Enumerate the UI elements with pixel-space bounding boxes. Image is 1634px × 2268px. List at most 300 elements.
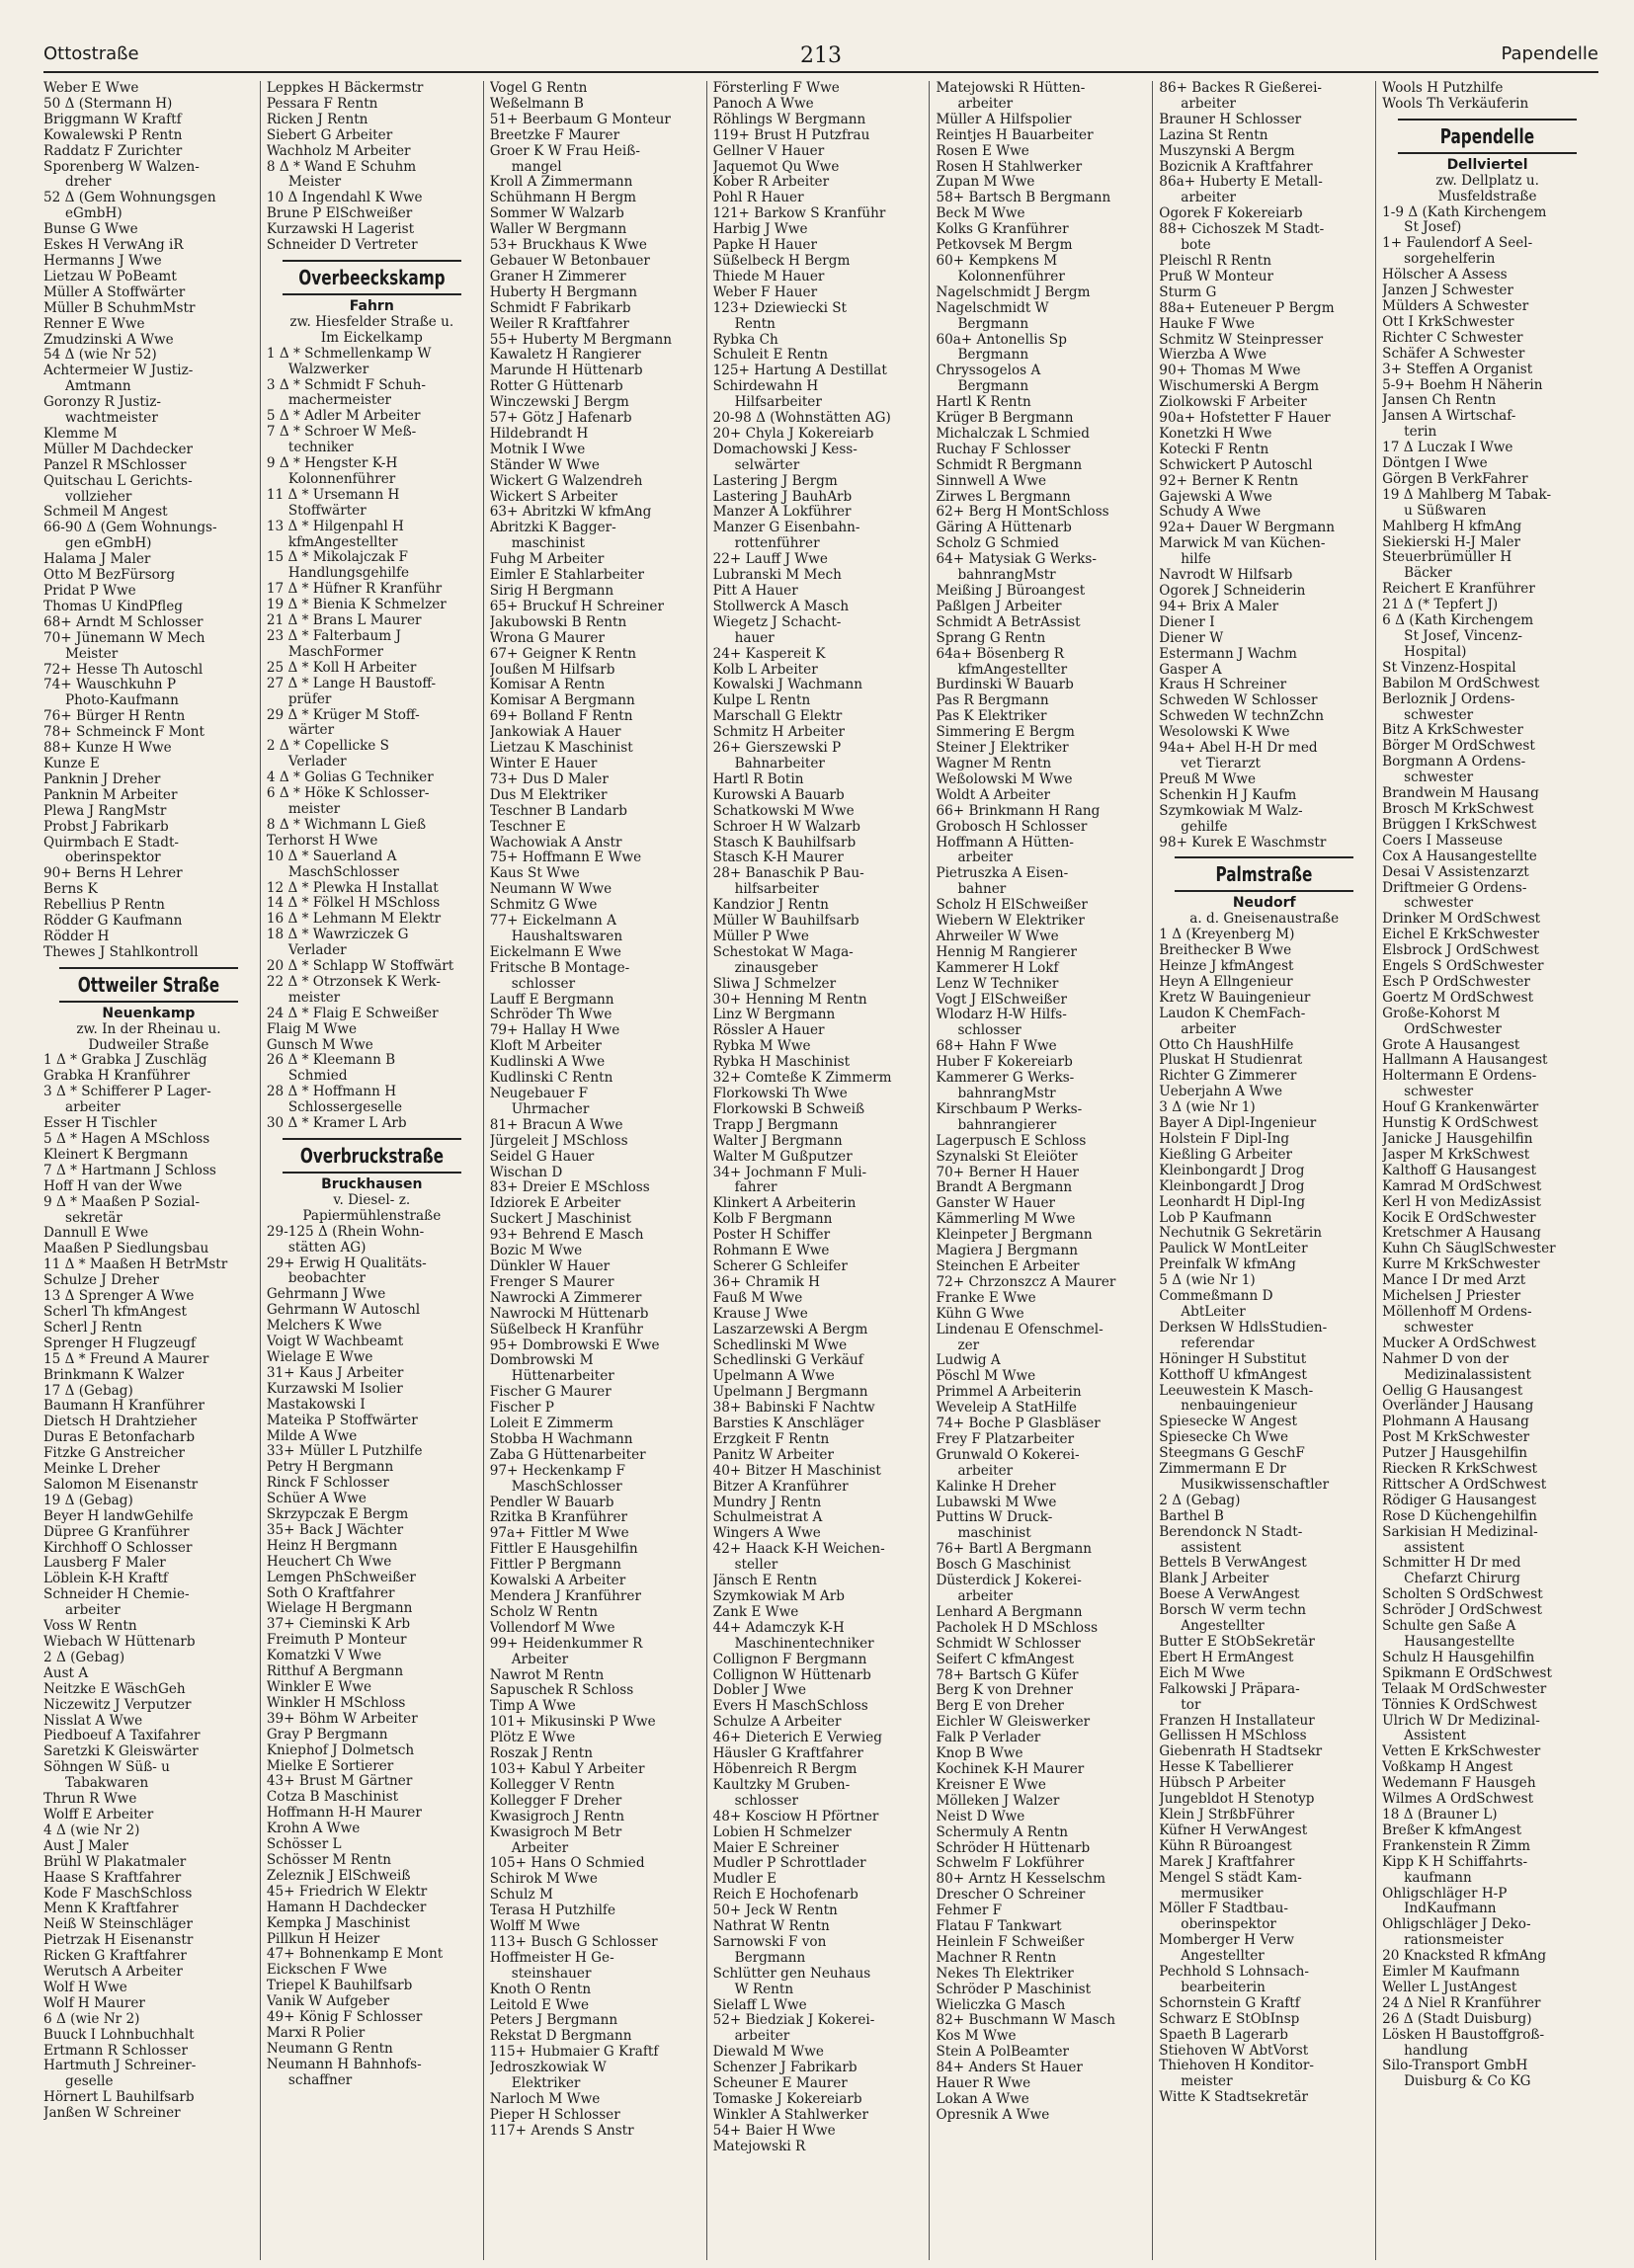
entry-line: Döntgen I Wwe	[1382, 456, 1488, 472]
entry-line: Probst J Fabrikarb	[43, 819, 169, 835]
entry-line: Kandzior J Rentn	[712, 898, 829, 914]
entry-line: Lemgen PhSchweißer	[266, 1570, 416, 1585]
entry-line: Petkovsek M Bergm	[936, 238, 1073, 254]
entry-line: Grote A Hausangest	[1382, 1037, 1520, 1053]
entry-line: Flatau F Tankwart	[936, 1919, 1062, 1935]
entry-continuation: hauer	[734, 630, 775, 646]
entry-line: Küfner H VerwAngest	[1159, 1822, 1308, 1838]
entry-line: Wesolowski K Wwe	[1159, 725, 1290, 741]
entry-line: 27 Δ * Lange H Baustoff-	[266, 676, 437, 691]
entry-line: Kaultzky M Gruben-	[712, 1777, 851, 1793]
entry-line: 88+ Kunze H Wwe	[43, 741, 172, 757]
entry-line: Engels S OrdSchwester	[1382, 959, 1544, 975]
entry-line: Ulrich W Dr Medizinal-	[1382, 1713, 1540, 1729]
entry-line: Kammerer G Werks-	[936, 1071, 1075, 1087]
entry-line: Komatzki V Wwe	[266, 1649, 382, 1664]
entry-line: Szynalski St Eleiöter	[936, 1149, 1078, 1165]
entry-line: 29-125 Δ (Rhein Wohn-	[266, 1224, 425, 1240]
entry-line: Lazina St Rentn	[1159, 127, 1268, 143]
entry-line: Sarnowski F von	[712, 1934, 827, 1950]
entry-line: Schwickert P Autoschl	[1159, 457, 1313, 473]
entry-line: 90+ Berns H Lehrer	[43, 866, 183, 882]
entry-line: Kolb L Arbeiter	[712, 662, 818, 678]
entry-line: 68+ Arndt M Schlosser	[43, 614, 204, 630]
entry-line: 8 Δ * Wichmann L Gieß	[266, 817, 427, 833]
entry-line: Vollendorf M Wwe	[489, 1620, 615, 1636]
entry-continuation: assistent	[1404, 1540, 1465, 1556]
entry-line: Raddatz F Zurichter	[43, 143, 183, 159]
entry-line: Kwasigroch J Rentn	[489, 1809, 625, 1824]
entry-line: Krohn A Wwe	[266, 1822, 361, 1837]
entry-continuation: mangel	[511, 159, 562, 175]
entry-line: Siebert G Arbeiter	[266, 127, 393, 143]
entry-line: Schroer H W Walzarb	[712, 819, 860, 835]
entry-line: Driftmeier G Ordens-	[1382, 880, 1527, 896]
entry-line: Stasch K-H Maurer	[712, 850, 844, 866]
entry-line: Brune P ElSchweißer	[266, 206, 413, 222]
entry-line: Schmidt W Schlosser	[936, 1636, 1081, 1652]
entry-continuation: Bahnarbeiter	[734, 756, 825, 771]
entry-line: Seidel G Hauer	[489, 1149, 595, 1165]
entry-line: Schwelm F Lokführer	[936, 1856, 1085, 1872]
entry-line: Kaus St Wwe	[489, 866, 580, 882]
entry-line: Lietzau K Maschinist	[489, 741, 633, 757]
entry-line: 25 Δ * Koll H Arbeiter	[266, 660, 417, 676]
entry-line: Hoffmann H-H Maurer	[266, 1806, 422, 1822]
entry-line: 105+ Hans O Schmied	[489, 1856, 645, 1872]
entry-line: Klein J StrßbFührer	[1159, 1807, 1295, 1822]
entry-continuation: selwärter	[734, 457, 800, 473]
entry-continuation: stätten AG)	[287, 1240, 367, 1256]
entry-line: Weßolowski M Wwe	[936, 771, 1073, 787]
entry-line: Bayer A Dipl-Ingenieur	[1159, 1116, 1317, 1132]
entry-line: 6 Δ * Höke K Schlosser-	[266, 786, 430, 802]
entry-continuation: assistent	[1181, 1540, 1242, 1556]
entry-line: Schröder J OrdSchwest	[1382, 1603, 1543, 1619]
entry-line: Möller F Stadtbau-	[1159, 1902, 1288, 1917]
entry-line: Mölleken J Walzer	[936, 1793, 1060, 1809]
entry-line: Kloft M Arbeiter	[489, 1039, 602, 1055]
entry-line: 23 Δ * Falterbaum J	[266, 629, 401, 644]
entry-line: Sporenberg W Walzen-	[43, 159, 200, 175]
entry-line: Schedlinski G Verkäuf	[712, 1353, 863, 1369]
entry-continuation: Hospital)	[1404, 644, 1467, 660]
entry-line: Michalczak L Schmied	[936, 426, 1090, 442]
entry-line: Domachowski J Kess-	[712, 442, 858, 457]
entry-line: Zupan M Wwe	[936, 175, 1035, 191]
entry-line: Florkowski Th Wwe	[712, 1087, 848, 1101]
entry-line: 90+ Thomas M Wwe	[1159, 364, 1301, 379]
entry-line: Walter J Bergmann	[712, 1133, 843, 1149]
entry-continuation: eGmbH)	[65, 206, 123, 222]
entry-line: Kniephof J Dolmetsch	[266, 1742, 415, 1758]
entry-line: 10 Δ * Sauerland A	[266, 849, 397, 864]
entry-continuation: St Josef)	[1404, 220, 1462, 236]
entry-line: Stobba H Wachmann	[489, 1431, 633, 1447]
entry-line: Schüer A Wwe	[266, 1492, 367, 1507]
entry-line: Mundry J Rentn	[712, 1495, 822, 1510]
entry-line: Kudlinski A Wwe	[489, 1055, 606, 1071]
entry-continuation: geselle	[65, 2074, 114, 2090]
entry-continuation: wärter	[287, 723, 335, 739]
entry-line: Steuerbrümüller H	[1382, 550, 1512, 566]
entry-line: Kocik E OrdSchwester	[1382, 1210, 1536, 1226]
entry-line: Skrzypczak E Bergm	[266, 1507, 409, 1523]
entry-line: Barthel B	[1159, 1508, 1224, 1524]
entry-line: Kudlinski C Rentn	[489, 1071, 613, 1087]
entry-line: Graner H Zimmerer	[489, 269, 626, 284]
entry-continuation: AbtLeiter	[1181, 1304, 1246, 1320]
entry-line: Panoch A Wwe	[712, 96, 814, 112]
entry-line: Diener I	[1159, 614, 1215, 630]
entry-line: Süßelbeck H Bergm	[712, 253, 851, 269]
entry-line: 72+ Hesse Th Autoschl	[43, 662, 204, 678]
entry-continuation: Angestellter	[1181, 1619, 1265, 1635]
entry-line: Jürgeleit J MSchloss	[489, 1133, 628, 1149]
entry-line: 17 Δ * Hüfner R Kranführ	[266, 582, 443, 598]
entry-line: Rebellius P Rentn	[43, 898, 165, 914]
entry-line: Eickschen F Wwe	[266, 1963, 387, 1979]
entry-line: Drinker M OrdSchwest	[1382, 912, 1541, 928]
entry-line: Teschner E	[489, 819, 566, 835]
entry-line: Jänsch E Rentn	[712, 1574, 818, 1589]
entry-line: 16 Δ * Lehmann M Elektr	[266, 912, 442, 928]
entry-line: Börger M OrdSchwest	[1382, 739, 1535, 755]
entry-line: Hoffmann A Hütten-	[936, 835, 1075, 850]
entry-line: Preinfalk W kfmAng	[1159, 1257, 1296, 1273]
entry-continuation: tor	[1181, 1697, 1201, 1713]
column-6	[1152, 81, 1375, 2260]
entry-line: Hörnert L Bauhilfsarb	[43, 2090, 195, 2106]
entry-continuation: Photo-Kaufmann	[65, 693, 179, 709]
entry-line: Wlodarz H-W Hilfs-	[936, 1008, 1067, 1023]
entry-line: Oellig G Hausangest	[1382, 1383, 1523, 1399]
entry-line: 119+ Brust H Putzfrau	[712, 127, 870, 143]
entry-line: Scholz H ElSchweißer	[936, 898, 1088, 914]
entry-continuation: sorgehelferin	[1404, 252, 1496, 268]
entry-line: Primmel A Arbeiterin	[936, 1385, 1082, 1401]
entry-line: 34+ Jochmann F Muli-	[712, 1165, 867, 1180]
entry-line: 99+ Heidenkummer R	[489, 1636, 643, 1652]
entry-line: Winkler A Stahlwerker	[712, 2107, 868, 2123]
entry-continuation: Bergmann	[957, 316, 1029, 332]
entry-line: Wiebern W Elektriker	[936, 914, 1085, 930]
entry-line: Schmitz H Arbeiter	[712, 725, 846, 741]
entry-continuation: oberinspektor	[65, 850, 161, 866]
entry-line: Ganster W Hauer	[936, 1196, 1056, 1212]
entry-line: 20-98 Δ (Wohnstätten AG)	[712, 411, 891, 427]
entry-continuation: Amtmann	[65, 379, 131, 395]
entry-line: Hübsch P Arbeiter	[1159, 1776, 1286, 1792]
entry-line: Zirwes L Bergmann	[936, 489, 1071, 505]
entry-line: 60a+ Antonellis Sp	[936, 332, 1067, 348]
entry-line: Post M KrkSchwester	[1382, 1430, 1530, 1446]
entry-line: Holtermann E Ordens-	[1382, 1069, 1537, 1085]
column-7	[1375, 81, 1598, 2260]
column-3	[483, 81, 706, 2260]
entry-line: Quirmbach E Stadt-	[43, 835, 180, 850]
entry-line: Pietrzak H Eisenanstr	[43, 1933, 194, 1949]
entry-line: Bozicnik A Kraftfahrer	[1159, 159, 1313, 175]
entry-line: 15 Δ * Mikolajczak F	[266, 550, 408, 566]
entry-line: Hunstig K OrdSchwest	[1382, 1116, 1538, 1132]
entry-line: Grabka H Kranführer	[43, 1069, 191, 1085]
entry-line: Roszak J Rentn	[489, 1746, 593, 1762]
entry-line: Kipp K H Schiffahrts-	[1382, 1854, 1528, 1870]
entry-line: Timp A Wwe	[489, 1699, 576, 1715]
entry-line: Sirig H Bergmann	[489, 584, 614, 599]
entry-line: 11 Δ * Ursemann H	[266, 487, 400, 503]
entry-continuation: gehilfe	[1181, 819, 1228, 835]
entry-line: Sprang G Rentn	[936, 630, 1046, 646]
entry-line: Breetzke F Maurer	[489, 127, 620, 143]
entry-line: Schulmeistrat A	[712, 1510, 823, 1526]
entry-line: 86+ Backes R Gießerei-	[1159, 81, 1323, 96]
entry-line: Rödiger G Hausangest	[1382, 1493, 1537, 1508]
entry-line: Görgen B VerkFahrer	[1382, 471, 1528, 487]
entry-continuation: arbeiter	[65, 1603, 121, 1619]
entry-line: Mudler P Schrottlader	[712, 1856, 866, 1872]
entry-line: Ott I KrkSchwester	[1382, 314, 1514, 330]
entry-line: Wielage H Bergmann	[266, 1601, 413, 1617]
entry-continuation: schlosser	[734, 1793, 798, 1809]
entry-continuation: u Süßwaren	[1404, 503, 1487, 519]
entry-line: Wools Th Verkäuferin	[1382, 96, 1529, 112]
entry-continuation: wachtmeister	[65, 411, 158, 427]
entry-line: Winczewski J Bergm	[489, 395, 629, 411]
entry-line: 47+ Bohnenkamp E Mont	[266, 1947, 444, 1963]
entry-line: Heuchert Ch Wwe	[266, 1554, 392, 1570]
entry-line: Wingers A Wwe	[712, 1526, 821, 1542]
entry-continuation: MaschSchlosser	[511, 1479, 622, 1495]
entry-line: Weveleip A StatHilfe	[936, 1401, 1077, 1417]
entry-line: Werutsch A Arbeiter	[43, 1965, 183, 1981]
entry-line: Waller W Bergmann	[489, 222, 627, 238]
entry-line: Söhngen W Süß- u	[43, 1760, 170, 1776]
entry-line: 28 Δ * Hoffmann H	[266, 1085, 397, 1100]
entry-line: Mudler E	[712, 1872, 777, 1888]
entry-line: Flaig M Wwe	[266, 1021, 358, 1037]
entry-line: Scherl Th kfmAngest	[43, 1304, 187, 1320]
entry-line: 78+ Schmeinck F Mont	[43, 725, 204, 741]
entry-continuation: beobachter	[287, 1271, 366, 1287]
entry-line: Spikmann E OrdSchwest	[1382, 1665, 1552, 1681]
entry-line: 18 Δ * Wawrziczek G	[266, 928, 409, 943]
entry-continuation: arbeiter	[734, 2029, 790, 2045]
entry-continuation: bote	[1181, 238, 1211, 254]
entry-line: 125+ Hartung A Destillat	[712, 364, 887, 379]
entry-line: Plötz E Wwe	[489, 1731, 576, 1746]
entry-line: Schweden W technZchn	[1159, 709, 1324, 725]
entry-line: Groer K W Frau Heiß-	[489, 143, 640, 159]
entry-line: Panitz W Arbeiter	[712, 1447, 834, 1463]
entry-line: Bozic M Wwe	[489, 1244, 583, 1259]
entry-line: Siekierski H-J Maler	[1382, 534, 1521, 550]
entry-line: Fischer G Maurer	[489, 1385, 612, 1401]
entry-line: Müller B SchuhmMstr	[43, 300, 196, 316]
entry-continuation: MaschFormer	[287, 644, 384, 660]
entry-line: 76+ Bürger H Rentn	[43, 709, 186, 725]
entry-line: Berg E von Dreher	[936, 1699, 1064, 1715]
entry-line: Fischer P	[489, 1401, 554, 1417]
entry-line: 3 Δ * Schifferer P Lager-	[43, 1085, 211, 1100]
entry-line: Fuhg M Arbeiter	[489, 552, 605, 568]
entry-continuation: arbeiter	[957, 850, 1014, 866]
entry-line: Maaßen P Siedlungsbau	[43, 1242, 209, 1257]
district-label: Dellviertel	[1446, 156, 1528, 173]
entry-continuation: zinausgeber	[734, 960, 818, 976]
entry-line: Panzel R MSchlosser	[43, 457, 187, 473]
entry-line: Ziolkowski F Arbeiter	[1159, 395, 1307, 411]
entry-line: Ertmann R Schlosser	[43, 2043, 188, 2059]
entry-line: Szymkowiak M Walz-	[1159, 803, 1303, 819]
entry-line: Hesse K Tabellierer	[1159, 1760, 1293, 1776]
entry-line: Große-Kohorst M	[1382, 1006, 1501, 1021]
entry-line: 92a+ Dauer W Bergmann	[1159, 521, 1336, 536]
entry-line: 4 Δ * Golias G Techniker	[266, 770, 434, 786]
entry-line: Wolff E Arbeiter	[43, 1807, 154, 1822]
entry-continuation: schlosser	[511, 976, 576, 992]
entry-line: Wischan D	[489, 1165, 563, 1180]
entry-line: 1+ Faulendorf A Seel-	[1382, 236, 1533, 252]
entry-line: 88a+ Euteneuer P Bergm	[1159, 300, 1335, 316]
entry-continuation: Hausangestellte	[1404, 1635, 1515, 1650]
entry-line: Motnik I Wwe	[489, 442, 586, 457]
entry-line: Voßkamp H Angest	[1382, 1760, 1513, 1776]
entry-continuation: referendar	[1181, 1336, 1255, 1351]
entry-line: Marunde H Hüttenarb	[489, 364, 643, 379]
entry-line: Weber E Wwe	[43, 81, 139, 96]
entry-line: 83+ Dreier E MSchloss	[489, 1180, 650, 1196]
entry-line: 30 Δ * Kramer L Arb	[266, 1116, 407, 1132]
entry-line: 37+ Cieminski K Arb	[266, 1617, 411, 1633]
street-range: Musfeldstraße	[1437, 188, 1537, 204]
entry-continuation: kaufmann	[1404, 1870, 1472, 1886]
entry-line: Petry H Bergmann	[266, 1460, 394, 1476]
entry-line: Panknin J Dreher	[43, 771, 161, 787]
entry-line: Richter C Schwester	[1382, 330, 1523, 346]
entry-line: Kalinke H Dreher	[936, 1479, 1056, 1495]
entry-line: Gajewski A Wwe	[1159, 489, 1272, 505]
entry-line: 26 Δ * Kleemann B	[266, 1053, 396, 1069]
column-1	[43, 81, 260, 2260]
entry-line: Kotecki F Rentn	[1159, 442, 1269, 457]
entry-line: Nechutnik G Sekretärin	[1159, 1226, 1322, 1242]
entry-line: 10 Δ Ingendahl K Wwe	[266, 191, 423, 206]
entry-line: Lösken H Baustoffgroß-	[1382, 2027, 1545, 2043]
entry-line: Löblein K-H Kraftf	[43, 1572, 168, 1587]
entry-continuation: W Rentn	[734, 1982, 794, 1997]
entry-line: Ohligschläger J Deko-	[1382, 1917, 1531, 1933]
entry-continuation: Maschinentechniker	[734, 1636, 874, 1652]
entry-line: Zaba G Hüttenarbeiter	[489, 1447, 646, 1463]
entry-line: Commeßmann D	[1159, 1289, 1273, 1305]
entry-line: Rose D Küchengehilfin	[1382, 1508, 1537, 1524]
entry-line: Leeuwestein K Masch-	[1159, 1383, 1314, 1399]
entry-line: Frenger S Maurer	[489, 1274, 614, 1290]
entry-line: Jansen A Wirtschaf-	[1382, 409, 1516, 425]
entry-continuation: bahnrangierer	[957, 1117, 1057, 1133]
entry-line: Wools H Putzhilfe	[1382, 81, 1504, 96]
entry-line: Babilon M OrdSchwest	[1382, 676, 1540, 691]
entry-continuation: MaschSchlosser	[287, 864, 399, 880]
entry-line: Marwick M van Küchen-	[1159, 536, 1326, 552]
entry-line: Gasper A	[1159, 662, 1222, 678]
entry-line: 29 Δ * Krüger M Stoff-	[266, 707, 420, 723]
entry-line: Nawrocki M Hüttenarb	[489, 1306, 649, 1322]
street-range: zw. In der Rheinau u.	[76, 1020, 221, 1037]
entry-line: Ricken J Rentn	[266, 112, 368, 127]
entry-line: 42+ Haack K-H Weichen-	[712, 1542, 885, 1558]
entry-line: 5 Δ * Adler M Arbeiter	[266, 409, 421, 425]
entry-line: Renner E Wwe	[43, 316, 145, 332]
entry-line: Neiß W Steinschläger	[43, 1917, 193, 1933]
entry-line: Vogel G Rentn	[489, 81, 588, 96]
entry-line: Pas K Elektriker	[936, 709, 1047, 725]
entry-line: 12 Δ * Plewka H Installat	[266, 880, 439, 896]
entry-line: Borgmann A Ordens-	[1382, 755, 1526, 770]
entry-continuation: meister	[1181, 2074, 1233, 2090]
entry-line: Lubranski M Mech	[712, 568, 842, 584]
entry-line: Derksen W HdlsStudien-	[1159, 1320, 1328, 1336]
entry-line: Zmudzinski A Wwe	[43, 332, 174, 348]
street-range: Dudweiler Straße	[88, 1036, 209, 1053]
entry-line: Nagelschmidt W	[936, 300, 1049, 316]
entry-line: Desai V Assistenzarzt	[1382, 864, 1529, 880]
entry-line: Salomon M Eisenanstr	[43, 1477, 199, 1493]
entry-line: Hermanns J Wwe	[43, 253, 162, 269]
entry-line: Bitz A KrkSchwester	[1382, 723, 1523, 739]
entry-line: Spaeth B Lagerarb	[1159, 2027, 1288, 2043]
entry-continuation: Meister	[287, 175, 342, 191]
entry-line: 55+ Huberty M Bergmann	[489, 332, 673, 348]
entry-line: Linz W Bergmann	[712, 1008, 836, 1023]
entry-line: Tönnies K OrdSchwest	[1382, 1697, 1537, 1713]
entry-line: Heinze J kfmAngest	[1159, 959, 1294, 975]
entry-continuation: mermusiker	[1181, 1886, 1264, 1902]
entry-continuation: Walzwerker	[287, 362, 369, 377]
entry-continuation: kfmAngestellter	[957, 662, 1068, 678]
entry-line: 86a+ Huberty E Metall-	[1159, 175, 1323, 191]
entry-line: Fehmer F	[936, 1904, 1003, 1919]
entry-line: Preuß M Wwe	[1159, 771, 1257, 787]
entry-line: Kurre M KrkSchwester	[1382, 1257, 1540, 1273]
entry-line: Ständer W Wwe	[489, 457, 600, 473]
entry-line: 14 Δ * Fölkel H MSchloss	[266, 896, 441, 912]
entry-line: Ueberjahn A Wwe	[1159, 1085, 1282, 1100]
entry-line: 26+ Gierszewski P	[712, 741, 842, 757]
entry-line: 94+ Brix A Maler	[1159, 599, 1279, 614]
entry-continuation: Haushaltswaren	[511, 929, 623, 944]
entry-line: Pillkun H Heizer	[266, 1931, 380, 1947]
entry-line: Scholz G Schmied	[936, 536, 1059, 552]
entry-line: Lagerpusch E Schloss	[936, 1133, 1087, 1149]
header-left-street: Ottostraße	[43, 43, 139, 64]
entry-continuation: Meister	[65, 646, 119, 662]
entry-line: Rosen H Stahlwerker	[936, 159, 1083, 175]
entry-line: Kirschbaum P Werks-	[936, 1101, 1083, 1117]
entry-line: Weßelmann B	[489, 96, 584, 112]
entry-line: Neist D Wwe	[936, 1809, 1025, 1824]
entry-line: Pessara F Rentn	[266, 96, 378, 112]
entry-line: Schuleit E Rentn	[712, 348, 829, 364]
street-range: zw. Dellplatz u.	[1435, 172, 1539, 189]
entry-line: Klemme M	[43, 426, 118, 442]
entry-line: Brauner H Schlosser	[1159, 112, 1302, 127]
entry-line: Sarkisian H Medizinal-	[1382, 1524, 1538, 1540]
entry-line: Schestokat W Maga-	[712, 944, 854, 960]
entry-continuation: techniker	[287, 441, 354, 456]
